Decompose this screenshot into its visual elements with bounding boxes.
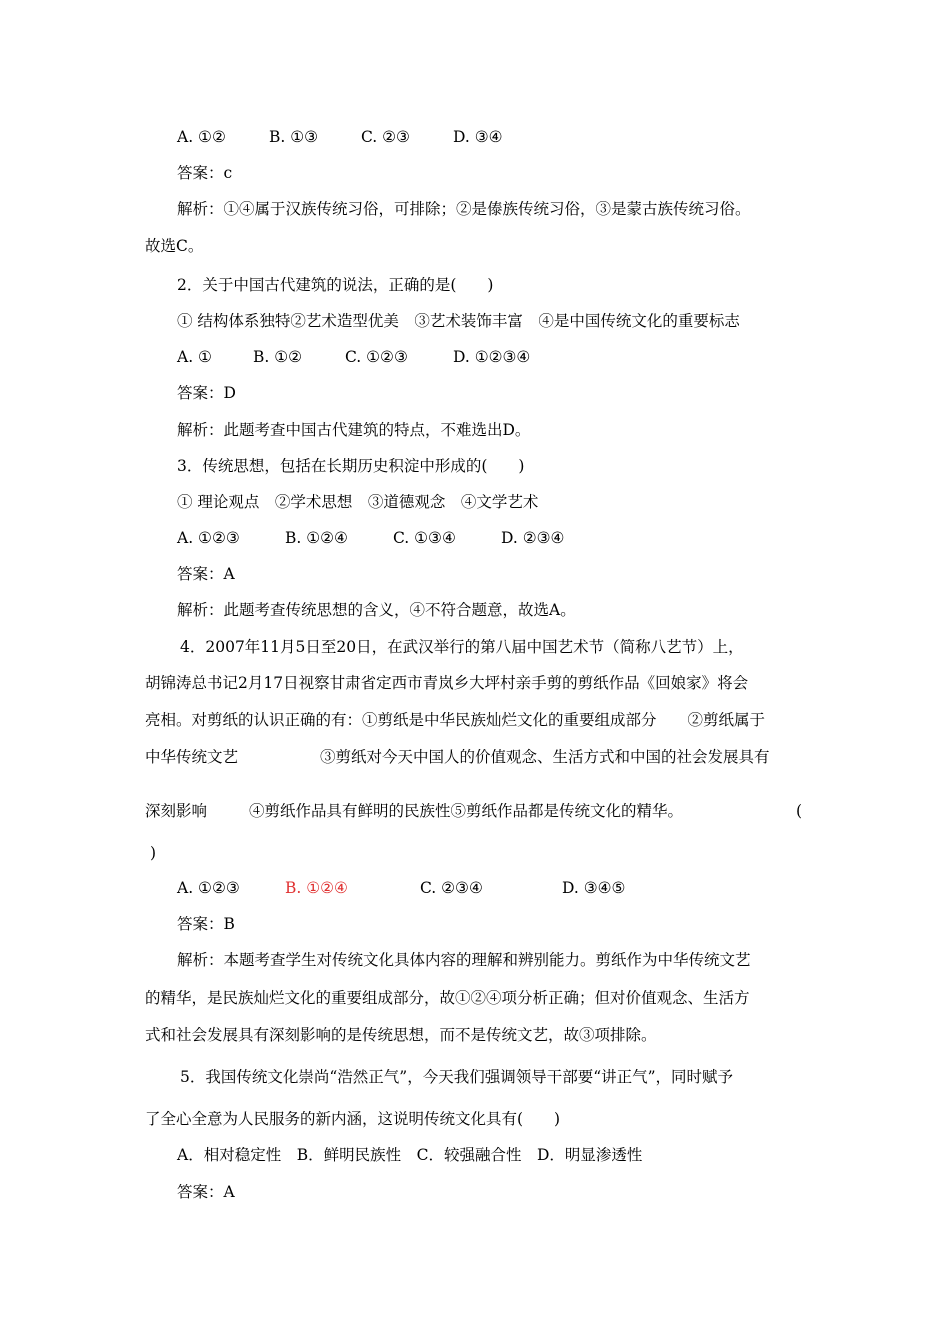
- q4-stem-line-1: 4．2007年11月5日至20日，在武汉举行的第八届中国艺术节（简称八艺节）上，: [180, 638, 744, 656]
- q1-answer: 答案：c: [177, 164, 233, 182]
- q5-stem-line-2: 了全心全意为人民服务的新内涵，这说明传统文化具有( ): [145, 1110, 561, 1128]
- q4-paren-close: ): [150, 844, 157, 862]
- q4-answer: 答案：B: [177, 915, 235, 933]
- q4-stem-line-2: 胡锦涛总书记2月17日视察甘肃省定西市青岚乡大坪村亲手剪的剪纸作品《回娘家》将会: [145, 674, 749, 692]
- q4-stem-line-4a: 中华传统文艺: [145, 748, 239, 766]
- q5-options: A．相对稳定性 B．鲜明民族性 C．较强融合性 D．明显渗透性: [177, 1146, 643, 1164]
- q3-answer: 答案：A: [177, 565, 235, 583]
- q2-option-b: B. ①②: [253, 348, 303, 366]
- q4-option-a: A. ①②③: [177, 879, 240, 897]
- q3-stem: 3．传统思想，包括在长期历史积淀中形成的( ): [177, 457, 525, 475]
- q3-option-d: D. ②③④: [501, 529, 565, 547]
- q3-option-a: A. ①②③: [177, 529, 240, 547]
- q2-option-d: D. ①②③④: [453, 348, 531, 366]
- q2-option-a: A. ①: [177, 348, 212, 366]
- q2-stem: 2．关于中国古代建筑的说法，正确的是( ): [177, 276, 494, 294]
- q3-items: ① 理论观点 ②学术思想 ③道德观念 ④文学艺术: [177, 493, 539, 511]
- q2-answer: 答案：D: [177, 384, 236, 402]
- q1-option-a: A. ①②: [177, 128, 226, 146]
- q2-analysis: 解析：此题考查中国古代建筑的特点，不难选出D。: [177, 421, 531, 439]
- q2-items: ① 结构体系独特②艺术造型优美 ③艺术装饰丰富 ④是中国传统文化的重要标志: [177, 312, 740, 330]
- q1-analysis-line-1: 解析：①④属于汉族传统习俗，可排除；②是傣族传统习俗，③是蒙古族传统习俗。: [177, 200, 751, 218]
- q4-analysis-line-3: 式和社会发展具有深刻影响的是传统思想，而不是传统文艺，故③项排除。: [145, 1026, 657, 1044]
- q3-option-b: B. ①②④: [285, 529, 348, 547]
- q2-option-c: C. ①②③: [345, 348, 408, 366]
- q4-stem-line-5a: 深刻影响: [145, 802, 208, 820]
- q1-option-c: C. ②③: [361, 128, 410, 146]
- q1-option-d: D. ③④: [453, 128, 503, 146]
- q4-stem-line-4b: ③剪纸对今天中国人的价值观念、生活方式和中国的社会发展具有: [320, 748, 770, 766]
- q4-option-b-highlighted: B. ①②④: [285, 879, 348, 897]
- q1-analysis-line-2: 故选C。: [145, 237, 204, 255]
- q5-stem-line-1: 5．我国传统文化崇尚“浩然正气”，今天我们强调领导干部要“讲正气”，同时赋予: [180, 1068, 734, 1086]
- q4-option-c: C. ②③④: [420, 879, 483, 897]
- q5-answer: 答案：A: [177, 1183, 235, 1201]
- q1-option-b: B. ①③: [269, 128, 319, 146]
- q3-analysis: 解析：此题考查传统思想的含义，④不符合题意，故选A。: [177, 601, 576, 619]
- q4-option-d: D. ③④⑤: [562, 879, 626, 897]
- q4-stem-line-5b: ④剪纸作品具有鲜明的民族性⑤剪纸作品都是传统文化的精华。: [249, 802, 684, 820]
- q4-stem-line-3: 亮相。对剪纸的认识正确的有：①剪纸是中华民族灿烂文化的重要组成部分 ②剪纸属于: [145, 711, 766, 729]
- q4-analysis-line-2: 的精华，是民族灿烂文化的重要组成部分，故①②④项分析正确；但对价值观念、生活方: [145, 989, 750, 1007]
- q4-analysis-line-1: 解析：本题考查学生对传统文化具体内容的理解和辨别能力。剪纸作为中华传统文艺: [177, 951, 751, 969]
- q3-option-c: C. ①③④: [393, 529, 456, 547]
- q4-paren-open: (: [796, 802, 803, 820]
